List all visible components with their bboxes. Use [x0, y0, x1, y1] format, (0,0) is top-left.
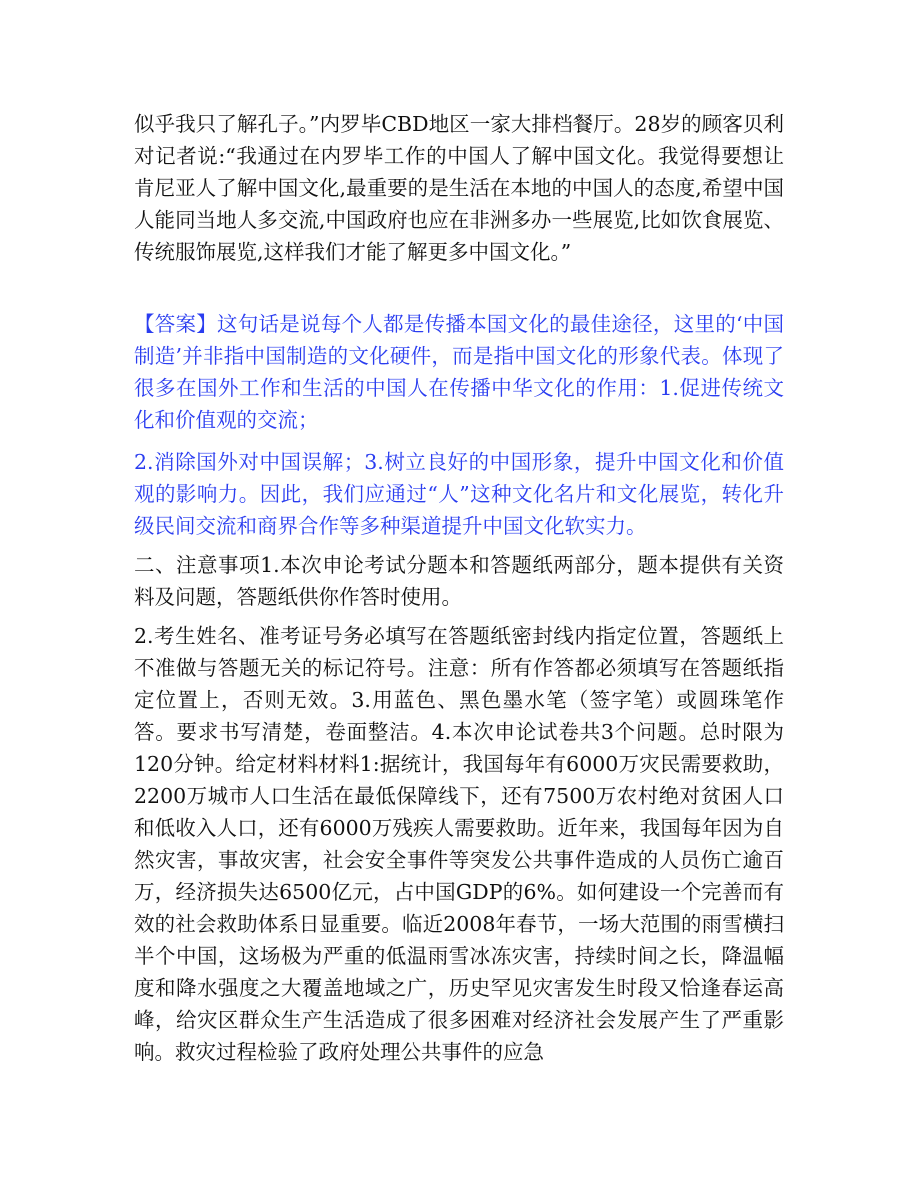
paragraph-notice-body: 2.考生姓名、准考证号务必填写在答题纸密封线内指定位置，答题纸上不准做与答题无关的标记符号。注意：所有作答都必须填写在答题纸指定位置上，否则无效。3.用蓝色、黑色墨水笔（签字笔）或圆珠笔作答。要求书写清楚，卷面整洁。4.本次申论试卷共3个问题。总时限为120分钟。给定材料材料1:据统计，我国每年有6000万灾民需要救助，2200万城市人口生活在最低保障线下，还有7500万农村绝对贫困人口和低收入人口，还有6000万残疾人需要救助。近年来，我国每年因为自然灾害，事故灾害，社会安全事件等突发公共事件造成的人员伤亡逾百万，经济损失达6500亿元，占中国GDP的6%。如何建设一个完善而有效的社会救助体系日显重要。临近2008年春节，一场大范围的雨雪横扫半个中国，这场极为严重的低温雨雪冰冻灾害，持续时间之长，降温幅度和降水强度之大覆盖地域之广，历史罕见灾害发生时段又恰逢春运高峰，给灾区群众生产生活造成了很多困难对经济社会发展产生了严重影响。救灾过程检验了政府处理公共事件的应急 — [134, 624, 784, 1064]
paragraph-notice-heading: 二、注意事项1.本次申论考试分题本和答题纸两部分，题本提供有关资料及问题，答题纸供你作答时使用。 — [134, 553, 784, 609]
paragraph-interview-quote: 似乎我只了解孔子。”内罗毕CBD地区一家大排档餐厅。28岁的顾客贝利对记者说:“我通过在内罗毕工作的中国人了解中国文化。我觉得要想让肯尼亚人了解中国文化,最重要的是生活在本地的中国人的态度,希望中国人能同当地人多交流,中国政府也应在非洲多办一些展览,比如饮食展览、传统服饰展览,这样我们才能了解更多中国文化。” — [134, 112, 784, 264]
paragraph-answer-continued: 2.消除国外对中国误解；3.树立良好的中国形象，提升中国文化和价值观的影响力。因此，我们应通过“人”这种文化名片和文化展览，转化升级民间交流和商界合作等多种渠道提升中国文化软实力。 — [134, 450, 784, 538]
paragraph-answer: 【答案】这句话是说每个人都是传播本国文化的最佳途径，这里的‘中国制造’并非指中国制造的文化硬件，而是指中国文化的形象代表。体现了很多在国外工作和生活的中国人在传播中华文化的作用：1.促进传统文化和价值观的交流； — [134, 312, 784, 432]
